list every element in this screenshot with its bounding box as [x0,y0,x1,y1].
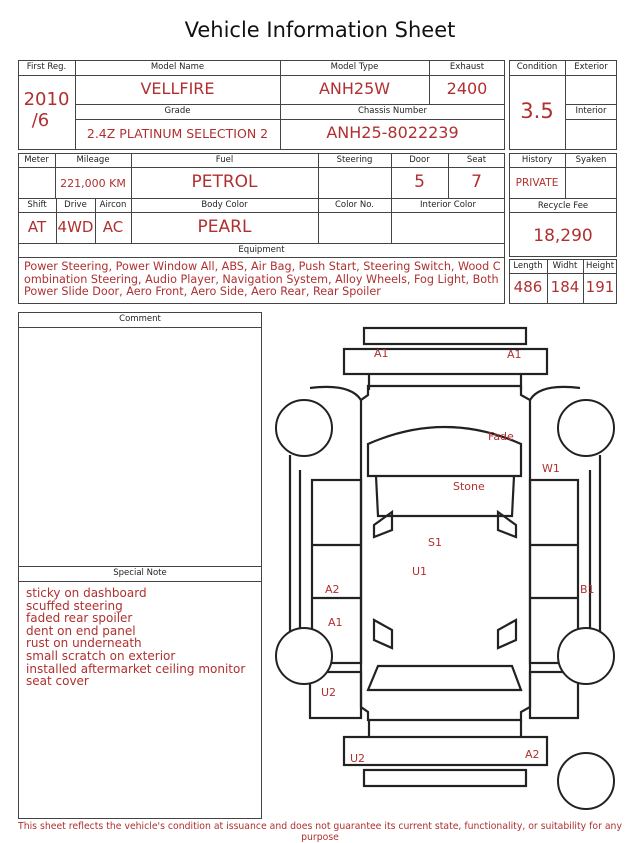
special-notes-list [26,587,245,688]
mark-w1: W1 [542,462,560,475]
note-item: small scratch on exterior [26,648,176,663]
color-no-label: Color No. [334,200,374,210]
wheel-rear-left [276,628,332,684]
aircon-value: AC [102,218,124,236]
spare-wheel [558,753,614,809]
sheet-title: Vehicle Information Sheet [184,18,456,42]
shift-label: Shift [27,200,47,210]
model-name-label: Model Name [150,62,205,72]
shift-value: AT [27,218,47,236]
chassis-number-value: ANH25-8022239 [326,123,459,142]
mark-stone: Stone [453,480,485,493]
exhaust-label: Exhaust [449,62,485,72]
equipment-label: Equipment [238,245,285,255]
equipment-line: ombination Steering, Audio Player, Navigation System, Alloy Wheels, Fog Light, Both [24,272,499,286]
mark-a1-front-right: A1 [507,348,522,361]
model-name-value: VELLFIRE [140,79,215,98]
mark-u1: U1 [412,565,428,578]
meter-label: Meter [24,155,49,165]
mark-a2-side: A2 [325,583,340,596]
syaken-label: Syaken [575,155,607,165]
model-type-value: ANH25W [318,79,391,98]
mark-fade: Fade [488,430,514,443]
aircon-label: Aircon [99,200,127,210]
fuel-value: PETROL [191,172,258,192]
front-top-panel [364,328,526,344]
note-item: scuffed steering [26,598,123,613]
note-item: sticky on dashboard [26,586,147,600]
equipment-line: Power Steering, Power Window All, ABS, Air Bag, Push Start, Steering Switch, Wood C [24,260,501,273]
door-value: 5 [414,172,425,192]
drive-label: Drive [64,200,87,210]
width-value: 184 [550,278,580,296]
height-label: Height [585,261,615,271]
body-color-label: Body Color [201,200,248,210]
history-value: PRIVATE [515,177,559,189]
seat-value: 7 [471,172,482,192]
mark-a1-side: A1 [328,616,343,629]
rear-bottom-panel [364,770,526,786]
mark-s1: S1 [428,536,442,549]
mark-b1: B1 [580,583,595,596]
equipment-list [24,261,504,299]
mark-u2-rear: U2 [350,752,366,765]
width-label: Widht [552,261,578,271]
car-damage-diagram [270,320,620,820]
first-reg-year: 2010 [23,89,70,110]
length-value: 486 [513,278,543,296]
mark-u2-wheel: U2 [321,686,337,699]
seat-label: Seat [466,155,487,165]
recycle-fee-value: 18,290 [533,226,593,246]
model-type-label: Model Type [330,62,379,72]
first-reg-month: /6 [31,110,50,131]
exhaust-value: 2400 [446,79,488,98]
interior-label: Interior [575,106,607,116]
recycle-fee-label: Recycle Fee [537,201,589,211]
steering-label: Steering [336,155,373,165]
rear-bumper [344,737,547,765]
chassis-number-label: Chassis Number [357,106,428,116]
condition-score: 3.5 [520,99,554,123]
wheel-front-left [276,400,332,456]
exterior-label: Exterior [574,62,608,72]
mark-a1-front-left: A1 [374,347,389,360]
equipment-line: Power Slide Door, Aero Front, Aero Side, Aero Rear, Rear Spoiler [24,285,381,299]
wheel-front-right [558,400,614,456]
note-item: dent on end panel [26,623,136,638]
disclaimer-footer: This sheet reflects the vehicle's condition at issuance and does not guarantee its current state, functionality, or suitability for any purpose [18,821,622,843]
comment-label: Comment [119,314,161,324]
height-value: 191 [585,278,615,296]
first-reg-label: First Reg. [26,62,67,72]
door-label: Door [409,155,430,165]
note-item: rust on underneath [26,636,142,651]
note-item: faded rear spoiler [26,611,133,626]
rear-window [368,666,521,690]
drive-value: 4WD [57,218,94,236]
fuel-label: Fuel [215,155,234,165]
grade-label: Grade [164,106,191,116]
note-item: seat cover [26,674,89,689]
mileage-value: 221,000 KM [60,177,126,190]
length-label: Length [513,261,543,271]
condition-label: Condition [516,62,558,72]
body-color-value: PEARL [197,217,252,237]
history-label: History [521,155,553,165]
mark-a2-rear: A2 [525,748,540,761]
grade-value: 2.4Z PLATINUM SELECTION 2 [86,126,269,141]
interior-color-label: Interior Color [420,200,476,210]
note-item: installed aftermarket ceiling monitor [26,661,246,676]
special-note-label: Special Note [113,568,167,578]
wheel-rear-right [558,628,614,684]
mileage-label: Mileage [76,155,110,165]
